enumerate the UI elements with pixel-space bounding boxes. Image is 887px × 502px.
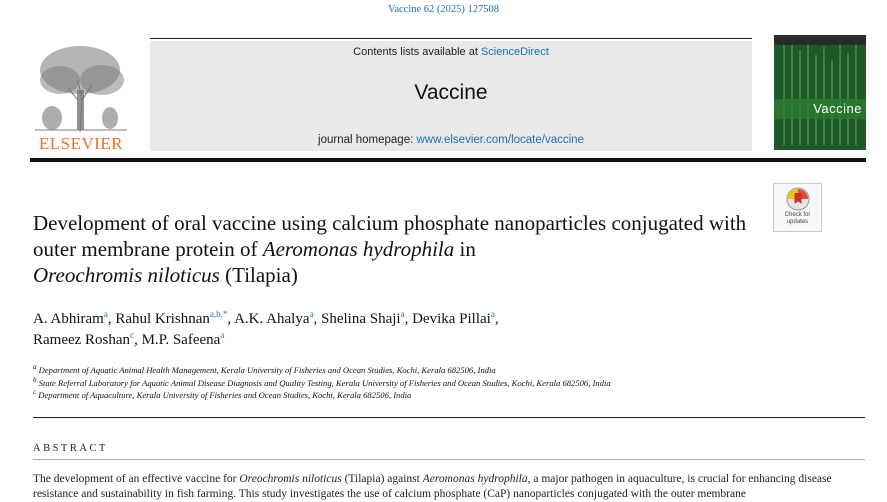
abstract-rule xyxy=(33,459,865,460)
title-part-1: Development of oral vaccine using calcium phosphate nanoparticles conjugated with outer membrane protein of xyxy=(33,211,747,261)
affiliation-item xyxy=(33,364,863,377)
author-name[interactable]: Devika Pillai xyxy=(412,311,491,327)
author-name[interactable]: Rameez Roshan xyxy=(33,331,131,348)
journal-cover[interactable] xyxy=(774,35,866,150)
affiliation-item xyxy=(33,377,863,390)
author-name[interactable]: A. Abhiram xyxy=(33,311,104,327)
author-name[interactable]: Shelina Shaji xyxy=(321,311,401,327)
elsevier-tree-logo-icon xyxy=(30,40,132,134)
author-affiliation-marker[interactable]: a xyxy=(400,309,405,319)
journal-cover-icon xyxy=(774,35,866,150)
contents-prefix: Contents lists available at xyxy=(353,46,481,58)
crossmark-line2: updates xyxy=(786,218,809,225)
sciencedirect-link[interactable]: ScienceDirect xyxy=(480,46,549,58)
affiliation-list xyxy=(33,364,863,402)
elsevier-wordmark: ELSEVIER xyxy=(38,134,124,153)
title-italic-2: Oreochromis niloticus xyxy=(33,263,220,287)
author-affiliation-marker[interactable]: a xyxy=(309,309,314,319)
elsevier-logo[interactable] xyxy=(30,40,132,152)
affiliation-item xyxy=(33,389,863,402)
abstract-heading: ABSTRACT xyxy=(33,443,108,454)
author-name[interactable]: A.K. Ahalya xyxy=(234,311,310,327)
affiliation-text: State Referral Laboratory for Aquatic Animal Disease Diagnosis and Quality Testing, Kerala University of Fisheries and Ocean Studies, Kochi, Kerala 682506, India xyxy=(38,377,611,388)
abstract-part-3: , a major pathogen in aquaculture, is crucial for enhancing disease resistance and sustainability in fish farming. This study investigates the use of calcium phosphate (CaP) nanoparticles conjugated with the outer membrane xyxy=(33,473,832,500)
crossmark-icon xyxy=(786,187,810,211)
homepage-line xyxy=(150,134,752,146)
title-part-2: in xyxy=(454,237,476,261)
crossmark-badge[interactable] xyxy=(773,183,822,232)
title-italic-1: Aeromonas hydrophila xyxy=(262,237,455,261)
article-title xyxy=(33,210,763,288)
title-part-3: (Tilapia) xyxy=(219,263,298,287)
abstract-italic-2: Aeromonas hydrophila xyxy=(422,473,528,485)
affiliation-label: b xyxy=(33,375,37,384)
abstract-part-2: (Tilapia) against xyxy=(341,473,423,485)
homepage-prefix: journal homepage: xyxy=(318,134,417,146)
crossmark-line1: Check for xyxy=(784,212,811,218)
cover-title: Vaccine xyxy=(813,101,862,116)
abstract-italic-1: Oreochromis niloticus xyxy=(239,473,342,485)
author-affiliation-marker[interactable]: c xyxy=(130,329,135,340)
abstract-text xyxy=(33,472,865,502)
homepage-link[interactable]: www.elsevier.com/locate/vaccine xyxy=(416,134,584,146)
author-name[interactable]: Rahul Krishnan xyxy=(115,311,210,327)
abstract-part-1: The development of an effective vaccine for xyxy=(33,473,240,485)
author-affiliation-marker[interactable]: a xyxy=(103,309,108,319)
author-list: A. Abhiram$^a$, Rahul Krishnan$^{a,b,*}$, A.K. Ahalya$^a$, Shelina Shaji$^a$, Devika Pillai$^a$, Rameez Roshan$^c$, M.P. Safeena$^a$ xyxy=(33,309,499,348)
author-affiliation-marker[interactable]: a xyxy=(490,309,495,319)
journal-title: Vaccine xyxy=(414,81,488,104)
affiliation-label: c xyxy=(33,388,37,397)
author-name[interactable]: M.P. Safeena xyxy=(141,331,221,348)
affiliation-label: a xyxy=(33,363,37,372)
journal-banner xyxy=(150,41,752,151)
contents-line xyxy=(150,46,752,58)
section-rule xyxy=(33,417,865,418)
affiliation-text: Department of Aquatic Animal Health Management, Kerala University of Fisheries and Ocean Studies, Kochi, Kerala 682506, India xyxy=(38,365,496,375)
header-thick-rule xyxy=(30,158,866,162)
author-affiliation-marker[interactable]: a xyxy=(220,329,225,340)
header-top-rule xyxy=(150,38,752,39)
crossmark-text xyxy=(774,212,821,225)
journal-citation[interactable]: Vaccine 62 (2025) 127508 xyxy=(387,4,500,15)
affiliation-text: Department of Aquaculture, Kerala University of Fisheries and Ocean Studies, Kochi, Kerala 682506, India xyxy=(38,390,412,400)
author-affiliation-marker[interactable]: a,b,* xyxy=(209,309,228,319)
